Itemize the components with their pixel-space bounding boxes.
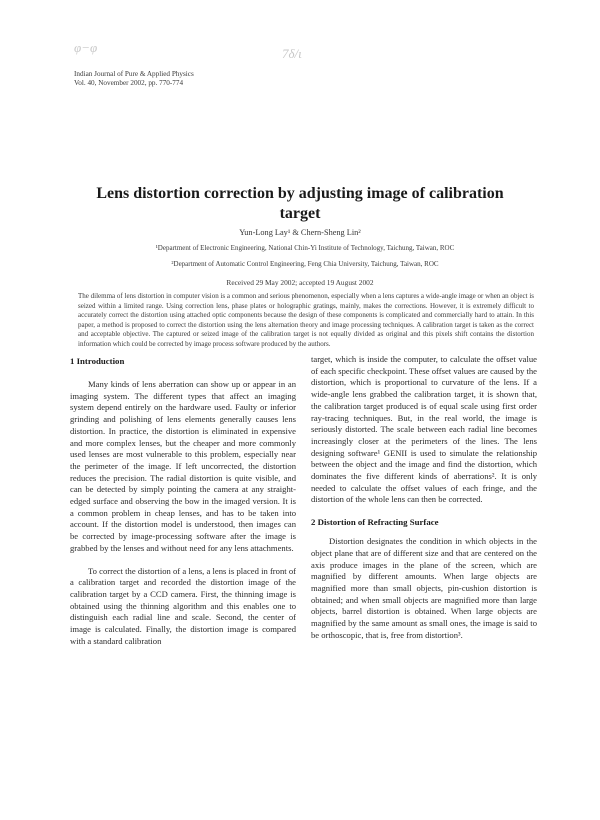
received-date: Received 29 May 2002; accepted 19 August 2002	[226, 278, 374, 287]
handwritten-mark-right: 7δ/ι	[282, 46, 302, 61]
journal-issue: Vol. 40, November 2002, pp. 770-774	[74, 79, 184, 87]
left-column	[70, 356, 296, 658]
journal-name: Indian Journal of Pure & Applied Physics	[74, 70, 194, 78]
affiliation-1: ¹Department of Electronic Engineering, National Chin-Yi Institute of Technology, Taichung, Taiwan, ROC	[155, 244, 455, 252]
section-heading-distortion: 2 Distortion of Refracting Surface	[311, 517, 439, 528]
affiliation-2: ²Department of Automatic Control Engineering, Feng Chia University, Taichung, Taiwan, ROC	[171, 260, 439, 268]
paragraph: Distortion designates the condition in which objects in the object plane that are of different size and that are centered on the axis produce images in the plane of the screen, which are magnified by different amounts. When large objects are magnified more than small objects, pin-cushion distortion is obtained; and when small objects are magnified more than large objects, barrel distortion is obtained. When large objects are magnified by the same amount as small ones, the image is said to be orthoscopic, that is, free from distortion³.	[311, 536, 537, 640]
paper-title: Lens distortion correction by adjusting image of calibration target	[96, 185, 504, 222]
paragraph-continuation: target, which is inside the computer, to calculate the offset value of each specific checkpoint. These offset values are caused by the distortion, which is proportional to curvature of the lens. If a wide-angle lens grabbed the calibration target, it is shown that, the calibration target produced is of equal scale using first order ray-tracing techniques. But, in the real world, the image is seriously distorted. The scale between each radial line becomes increasingly closer at the perimeters of the lines. The lens designing software¹ GENII is used to simulate the relationship between the object and the image and find the distortion, which dominates the five different kinds of aberrations². It is only needed to calculate the offset values of each fringe, and the distortion of the whole lens can then be corrected.	[311, 354, 537, 505]
handwritten-mark-left: φ−φ	[74, 40, 98, 55]
paragraph: To correct the distortion of a lens, a lens is placed in front of a calibration target and recorded the distortion image of the calibration target by a CCD camera. First, the thinning image is obtained using the thinning algorithm and this enables one to distinguish each radial line and scale. Second, the center of image is calculated. Finally, the distortion image is compared with a standard calibration	[70, 565, 296, 646]
abstract: The dilemma of lens distortion in computer vision is a common and serious phenomenon, especially when a lens captures a wide-angle image or when an object is seized within a limited range. Using correction lens, phase plates or holographic gratings, mainly, makes the corrections. However, it is extremely difficult to accurately correct the distortion using attached optic components because the design of these components is complicated and commercially hard to attain. In this paper, a method is proposed to correct the distortion using the lens alternation theory and image processing techniques. A calibration target is taken as the correct and acceptable objective. The captured or seized image of the calibration target is not equally divided as original and this pixels shift contains the distortion information which could be corrected by image process software produced by the authors.	[78, 292, 534, 348]
journal-header	[74, 70, 194, 88]
paragraph: Many kinds of lens aberration can show up or appear in an imaging system. The different types that affect an imaging system depend entirely on the hardware used. Faulty or inferior grinding and polishing of lens elements generally causes lens distortion. In practice, the distortion is eliminated in expensive and more complex lenses, but the cheaper and more commonly used lenses are most vulnerable to this problem, especially near the perimeter of the image. If left uncorrected, the distortion reduces the precision. The radial distortion is quite visible, and can be detected by simply pointing the camera at any straight-edged surface and observing the bow in the imaged version. It is a common problem in cheap lenses, and has to be taken into account. If the distortion model is understood, then images can be corrected by image-processing software after the image is grabbed by the lenses and without need for any lens attachments.	[70, 379, 296, 553]
author-list: Yun-Long Lay¹ & Chern-Sheng Lin²	[239, 228, 361, 237]
section-heading-introduction: 1 Introduction	[70, 356, 125, 366]
right-column	[311, 354, 537, 652]
